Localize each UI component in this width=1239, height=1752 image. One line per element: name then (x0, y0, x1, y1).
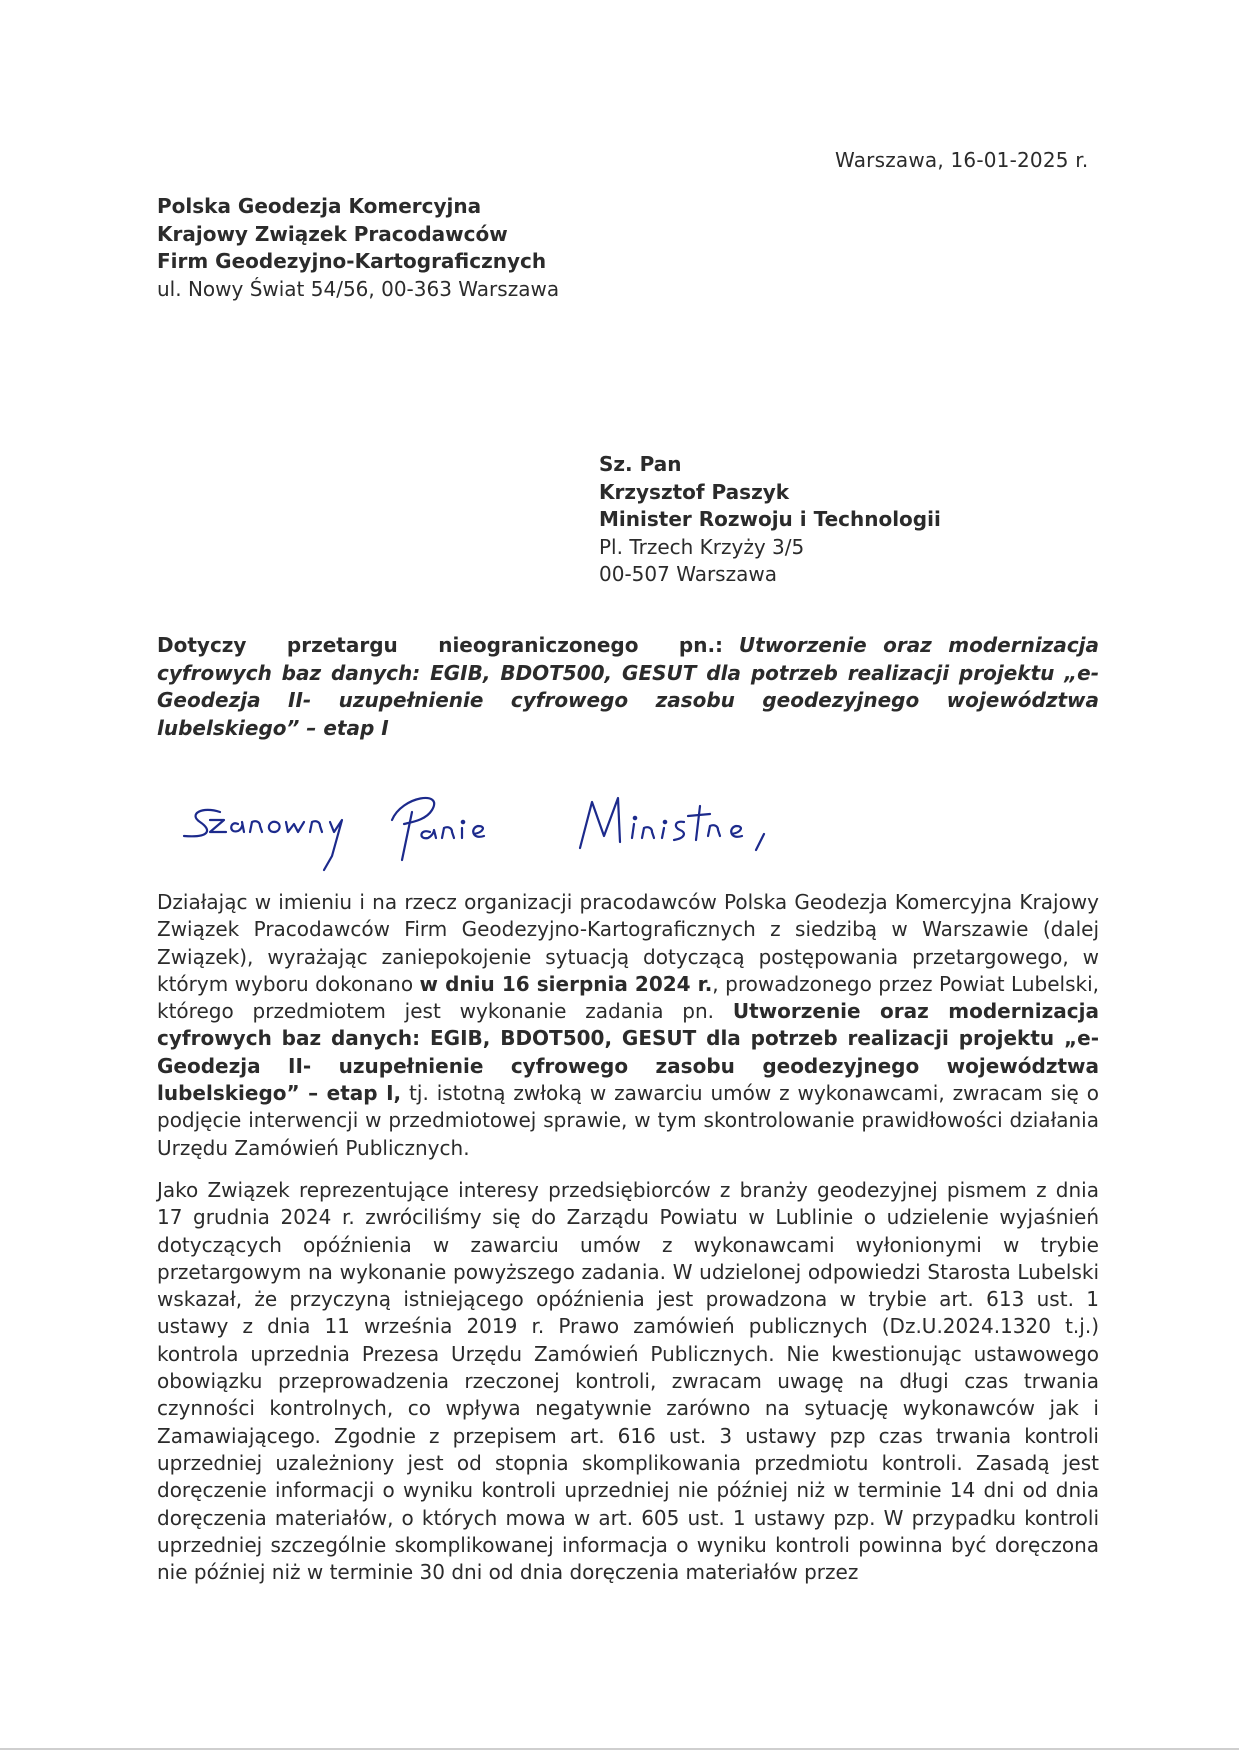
letter-date: Warszawa, 16-01-2025 r. (835, 148, 1089, 172)
sender-address: ul. Nowy Świat 54/56, 00-363 Warszawa (157, 276, 560, 301)
recipient-salutation: Sz. Pan (599, 452, 682, 476)
recipient-city: 00-507 Warszawa (599, 562, 777, 586)
subject-title: Utworzenie oraz modernizacja cyfrowych baz danych: EGIB, BDOT500, GESUT dla potrzeb realizacji projektu „e-Geodezja II- uzupełnienie cyfrowego zasobu geodezyjnego województwa lubelskiego” – etap I (157, 633, 1100, 740)
recipient-name: Krzysztof Paszyk (599, 479, 790, 504)
sender-org-subtitle: Krajowy Związek Pracodawców (157, 221, 508, 246)
paragraph-1-bold-date: w dniu 16 sierpnia 2024 r. (419, 971, 713, 996)
paragraph-1-text-c: tj. istotną zwłoką w zawarciu umów z wykonawcami, zwracam się o podjęcie interwencji w przedmiotowej sprawie, w tym skontrolowanie prawidłowości działania Urzędu Zamówień Publicznych. (157, 1081, 1099, 1160)
sender-org-subtitle-2: Firm Geodezyjno-Kartograficznych (157, 249, 547, 273)
recipient-street: Pl. Trzech Krzyży 3/5 (599, 534, 805, 559)
sender-block (157, 193, 559, 303)
subject-label: Dotyczy przetargu nieograniczonego pn.: (157, 633, 724, 657)
paragraph-1-bold-title: Utworzenie oraz modernizacja cyfrowych baz danych: EGIB, BDOT500, GESUT dla potrzeb realizacji projektu „e-Geodezja II- uzupełnienie cyfrowego zasobu geodezyjnego województwa lubelskiego” – etap I, (157, 999, 1099, 1106)
body-paragraph-2: Jako Związek reprezentujące interesy przedsiębiorców z branży geodezyjnej pismem z dnia 17 grudnia 2024 r. zwróciliśmy się do Zarządu Powiatu w Lublinie o udzielenie wyjaśnień dotyczących opóźnienia w zawarciu umów z wykonawcami wyłonionymi w trybie przetargowym na wykonanie powyższego zadania. W udzielonej odpowiedzi Starosta Lubelski wskazał, że przyczyną istniejącego opóźnienia jest prowadzona w trybie art. 613 ust. 1 ustawy z dnia 11 września 2019 r. Prawo zamówień publicznych (Dz.U.2024.1320 t.j.) kontrola uprzednia Prezesa Urzędu Zamówień Publicznych. Nie kwestionując ustawowego obowiązku przeprowadzenia rzeczonej kontroli, zwracam uwagę na długi czas trwania czynności kontrolnych, co wpływa negatywnie zarówno na sytuację wykonawców jak i Zamawiającego. Zgodnie z przepisem art. 616 ust. 3 ustawy pzp czas trwania kontroli uprzedniej uzależniony jest od stopnia skomplikowania przedmiotu kontroli. Zasadą jest doręczenie informacji o wyniku kontroli uprzedniej nie później niż w terminie 14 dni od dnia doręczenia materiałów, o których mowa w art. 605 ust. 1 ustawy pzp. W przypadku kontroli uprzedniej szczególnie skomplikowanej informacja o wyniku kontroli powinna być doręczona nie później niż w terminie 30 dni od dnia doręczenia materiałów przez (157, 1178, 1099, 1585)
handwritten-salutation (180, 776, 820, 876)
subject-line (157, 632, 1099, 742)
paragraph-1-text-a: Działając w imieniu i na rzecz organizacji pracodawców Polska Geodezja Komercyjna Krajowy Związek Pracodawców Firm Geodezyjno-Kartograficznych z siedzibą w Warszawie (dalej Związek), wyrażając zaniepokojenie sytuacją dotyczącą postępowania przetargowego, w którym wyboru dokonano (157, 890, 1099, 996)
scan-edge-line (0, 1748, 1239, 1750)
body-paragraph-1 (157, 889, 1099, 1162)
recipient-position: Minister Rozwoju i Technologii (599, 507, 941, 531)
paragraph-1-text-b: , prowadzonego przez Powiat Lubelski, którego przedmiotem jest wykonanie zadania pn. (157, 971, 1099, 1024)
sender-org-name: Polska Geodezja Komercyjna (157, 194, 482, 218)
recipient-block (599, 451, 941, 589)
